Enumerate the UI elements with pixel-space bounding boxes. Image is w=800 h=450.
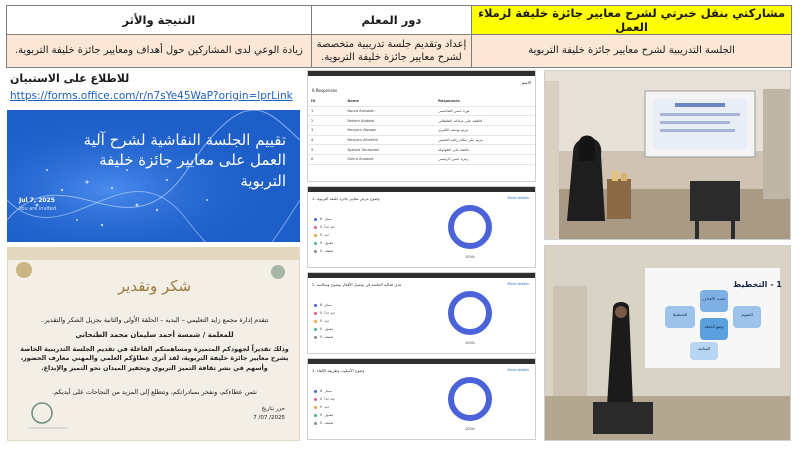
legend-label: جيد جداً bbox=[324, 311, 336, 315]
more-details-link[interactable]: More details bbox=[507, 282, 529, 286]
legend-value: 6 bbox=[320, 389, 323, 393]
legend-dot bbox=[314, 414, 317, 417]
table-row bbox=[308, 106, 535, 116]
row-response: عائشة علي الطواوفه bbox=[435, 145, 535, 155]
outcome-table bbox=[6, 5, 792, 68]
row-response: مريم علي سالم راشد الحفيتي bbox=[435, 135, 535, 145]
legend-value: 0 bbox=[320, 241, 323, 245]
col-responses: Responses bbox=[435, 97, 535, 106]
legend-value: 0 bbox=[320, 319, 323, 323]
legend-value: 0 bbox=[320, 413, 323, 417]
legend-label: ضعيف bbox=[324, 249, 334, 253]
certificate-heading: شكر وتقدير bbox=[117, 277, 192, 295]
table-row bbox=[308, 145, 535, 155]
certificate-intro: تتقدم إدارة مجمع زايد التعليمي – البديه – الحلقة الأولى والثانية بجزيل الشكر والتقدير.. bbox=[40, 316, 269, 324]
photo-1-scene bbox=[545, 71, 791, 240]
legend-item bbox=[314, 231, 335, 239]
survey-access-text: للاطلاع على الاستبيان bbox=[10, 72, 130, 85]
donut-percent: 100% bbox=[465, 255, 476, 259]
legend-value: 0 bbox=[320, 405, 323, 409]
legend-value: 0 bbox=[320, 327, 323, 331]
legend-value: 0 bbox=[320, 397, 323, 401]
banner-title: تقييم الجلسة النقاشية لشرح آلية العمل على معايير جائزة خليفة التربوية bbox=[83, 131, 286, 190]
legend-dot bbox=[314, 406, 317, 409]
legend-label: جيد bbox=[324, 405, 330, 409]
banner-subtitle: You are invited bbox=[19, 206, 56, 212]
row-name: Ayesha Tanawneh bbox=[344, 145, 435, 155]
survey-banner-image bbox=[7, 110, 300, 242]
donut-percent: 100% bbox=[465, 341, 476, 345]
col-name: Name bbox=[344, 97, 435, 106]
legend-item bbox=[314, 239, 335, 247]
legend-value: 6 bbox=[320, 303, 323, 307]
certificate-date-label: حرر بتاريخ bbox=[261, 406, 285, 412]
slide-cell: تحديد الأهداف bbox=[702, 296, 726, 301]
legend bbox=[314, 215, 335, 255]
slide-cell: المتابعة bbox=[697, 346, 711, 351]
row-response: نورة حسن الشامسي bbox=[435, 106, 535, 116]
question-title: 2. مدى فعالية الجلسة في توصيل الأفكار بوضوح وسلاسة bbox=[312, 282, 402, 287]
card-top-bar bbox=[308, 359, 535, 364]
responses-table bbox=[308, 97, 535, 165]
row-response: فاطمة علي عبدالله الطنطاني bbox=[435, 116, 535, 126]
legend-dot bbox=[314, 328, 317, 331]
presentation-photo-1 bbox=[544, 70, 791, 240]
legend-label: ضعيف bbox=[324, 421, 334, 425]
legend-dot bbox=[314, 304, 317, 307]
legend-label: ممتاز bbox=[324, 303, 332, 307]
legend-value: 0 bbox=[320, 335, 323, 339]
slide-cell: وضع الخطة bbox=[704, 324, 724, 329]
legend-value: 6 bbox=[320, 217, 323, 221]
legend-item bbox=[314, 333, 335, 341]
survey-link[interactable]: https://forms.office.com/r/n7sYe45WaP?origin=lprLink bbox=[10, 90, 293, 102]
legend-item bbox=[314, 325, 335, 333]
legend-dot bbox=[314, 336, 317, 339]
legend-item bbox=[314, 411, 335, 419]
legend bbox=[314, 301, 335, 341]
col-id: ID bbox=[308, 97, 344, 106]
slide-cell: التقويم bbox=[741, 312, 753, 317]
donut-chart bbox=[448, 291, 492, 335]
legend-dot bbox=[314, 422, 317, 425]
row-name: Maryam Alhefeiti bbox=[344, 135, 435, 145]
legend-dot bbox=[314, 398, 317, 401]
legend-value: 0 bbox=[320, 311, 323, 315]
cell-training-session: الجلسة التدريبية لشرح معايير جائزة خليفة التربوية bbox=[472, 35, 792, 68]
form-question-title: الاسم bbox=[521, 80, 531, 85]
legend-dot bbox=[314, 226, 317, 229]
cell-result: زيادة الوعي لدى المشاركين حول أهداف ومعايير جائزة خليفة التربوية. bbox=[7, 35, 312, 68]
appreciation-certificate bbox=[7, 247, 300, 441]
row-id: 3 bbox=[308, 126, 344, 136]
header-teacher-role: دور المعلم bbox=[311, 6, 471, 35]
legend-dot bbox=[314, 312, 317, 315]
responses-count: 6 Responses bbox=[312, 88, 338, 93]
donut-chart bbox=[448, 377, 492, 421]
row-id: 5 bbox=[308, 145, 344, 155]
legend bbox=[314, 387, 335, 427]
legend-label: مقبول bbox=[324, 241, 334, 245]
header-participation: مشاركتي بنقل خبرتي لشرح معايير جائزة خليفة لزملاء العمل bbox=[472, 6, 792, 35]
legend-dot bbox=[314, 242, 317, 245]
question-card-1 bbox=[307, 186, 536, 268]
legend-item bbox=[314, 301, 335, 309]
legend-label: مقبول bbox=[324, 413, 334, 417]
legend-label: جيد جداً bbox=[324, 397, 336, 401]
legend-label: ممتاز bbox=[324, 389, 332, 393]
certificate-body: وذلك تقديراً لجهودكم المتميزة ومساهمتكم الفاعلة في تقديم الجلسة التدريبية الخاصة بشرح معايير جائزة خليفة التربوية، لقد أثرى عطاؤكم العلمي والمهني معارف الحضور، وأسهم في نشر ثقافة التميز التربوي وتحفيز الميدان نحو التميز والإبداع. bbox=[20, 345, 289, 372]
question-card-2 bbox=[307, 272, 536, 354]
row-name: Zahra Anawed bbox=[344, 155, 435, 165]
legend-value: 0 bbox=[320, 225, 323, 229]
certificate-recipient: للمعلمة / شمسة أحمد سليمان محمد الطنحاني bbox=[75, 331, 234, 339]
legend-item bbox=[314, 215, 335, 223]
row-name: Maryam Alsaqer bbox=[344, 126, 435, 136]
slide-title: 1 - التخطيط bbox=[733, 280, 782, 289]
table-row bbox=[308, 126, 535, 136]
legend-label: ممتاز bbox=[324, 217, 332, 221]
card-top-bar bbox=[308, 187, 535, 192]
banner-date: Jul 7, 2025 bbox=[19, 197, 55, 204]
photo-2-scene bbox=[545, 246, 791, 441]
card-top-bar bbox=[308, 273, 535, 278]
legend-dot bbox=[314, 218, 317, 221]
table-row bbox=[308, 116, 535, 126]
legend-item bbox=[314, 223, 335, 231]
legend-value: 0 bbox=[320, 233, 323, 237]
donut-chart bbox=[448, 205, 492, 249]
legend-item bbox=[314, 403, 335, 411]
cell-teacher-role: إعداد وتقديم جلسة تدريبية متخصصة لشرح معايير جائزة خليفة التربوية. bbox=[311, 35, 471, 68]
slide-cell: التخطيط bbox=[672, 312, 688, 317]
legend-label: جيد bbox=[324, 233, 330, 237]
legend-item bbox=[314, 309, 335, 317]
header-result-impact: النتيجة والأثر bbox=[7, 6, 312, 35]
question-title: 1. وضوح عرض معايير جائزة خليفة التربوية bbox=[312, 196, 380, 201]
question-card-3 bbox=[307, 358, 536, 440]
table-row bbox=[308, 155, 535, 165]
row-name: Noura Alshaiah bbox=[344, 106, 435, 116]
row-response: زهرة حسن الرئيسي bbox=[435, 155, 535, 165]
certificate-closing: نثمن عطاءكم، ونفخر بمبادراتكم، ونتطلع إلى المزيد من النجاحات على أيديكم. bbox=[52, 388, 257, 396]
legend-dot bbox=[314, 234, 317, 237]
legend-item bbox=[314, 395, 335, 403]
legend-dot bbox=[314, 320, 317, 323]
donut-percent: 100% bbox=[465, 427, 476, 431]
legend-dot bbox=[314, 390, 317, 393]
legend-value: 0 bbox=[320, 421, 323, 425]
certificate-date: 7 /07 /2025 bbox=[253, 415, 285, 421]
row-name: Reham Alabdal bbox=[344, 116, 435, 126]
row-id: 2 bbox=[308, 116, 344, 126]
legend-item bbox=[314, 317, 335, 325]
legend-dot bbox=[314, 250, 317, 253]
legend-label: ضعيف bbox=[324, 335, 334, 339]
form-responses-card bbox=[307, 70, 536, 182]
presentation-photo-2 bbox=[544, 245, 791, 441]
legend-label: جيد جداً bbox=[324, 225, 336, 229]
legend-label: مقبول bbox=[324, 327, 334, 331]
question-title: 3. وضوح الأسلوب وطريقة الإلقاء bbox=[312, 368, 365, 373]
legend-item bbox=[314, 247, 335, 255]
row-id: 4 bbox=[308, 135, 344, 145]
row-id: 6 bbox=[308, 155, 344, 165]
row-response: مريم يوسف الكثيري bbox=[435, 126, 535, 136]
more-details-link[interactable]: More details bbox=[507, 196, 529, 200]
legend-value: 0 bbox=[320, 249, 323, 253]
legend-label: جيد bbox=[324, 319, 330, 323]
table-row bbox=[308, 135, 535, 145]
survey-access-label bbox=[10, 72, 300, 85]
row-id: 1 bbox=[308, 106, 344, 116]
legend-item bbox=[314, 387, 335, 395]
more-details-link[interactable]: More details bbox=[507, 368, 529, 372]
legend-item bbox=[314, 419, 335, 427]
